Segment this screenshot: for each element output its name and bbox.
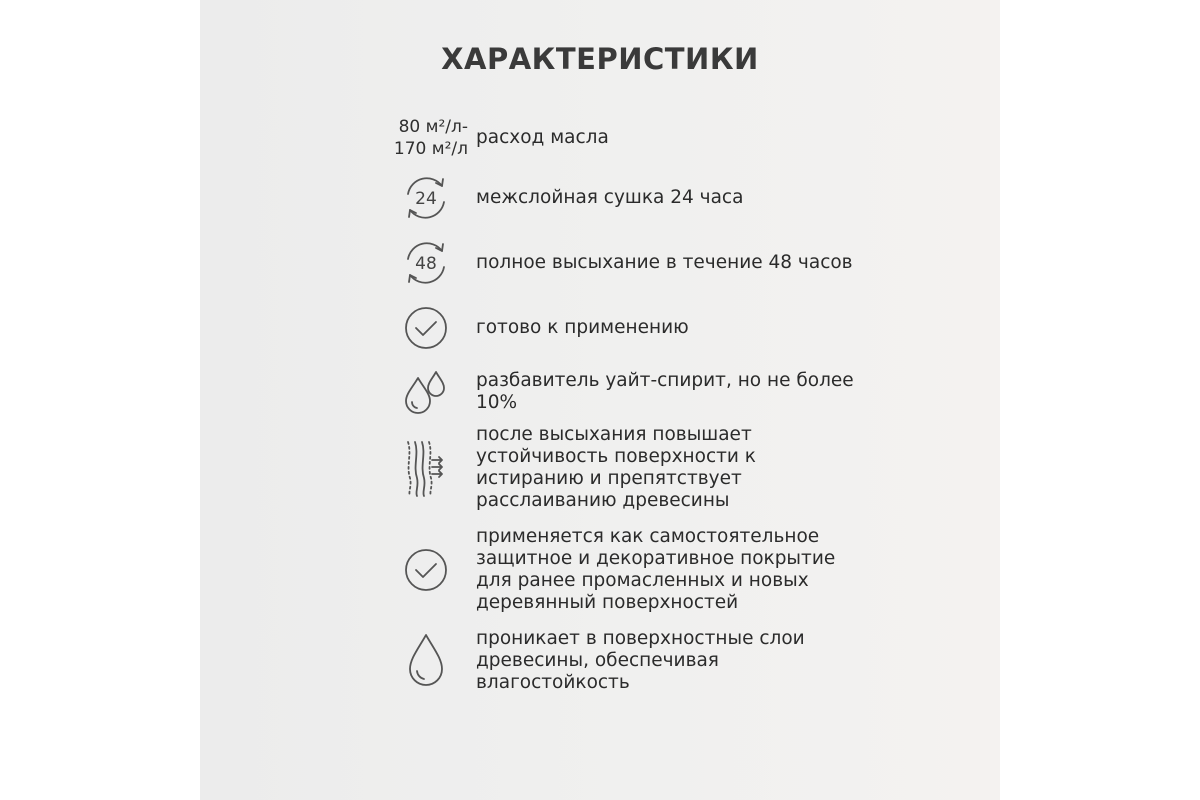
- spec-row-ready: [380, 304, 900, 352]
- text-line: после высыхания повышает: [476, 424, 752, 445]
- icon-number: 48: [415, 254, 437, 274]
- spec-row-full-drying: [380, 239, 900, 287]
- cycle-48-icon: [380, 239, 472, 287]
- cycle-24-icon: [380, 174, 472, 222]
- rate-line: 80 м²/л-: [398, 117, 468, 137]
- icon-number: 24: [415, 189, 437, 209]
- spec-row-moisture-resistance: [380, 628, 900, 694]
- text-line: проникает в поверхностные слои: [476, 628, 805, 649]
- spec-text: расход масла: [476, 127, 609, 148]
- spec-row-interlayer-drying: [380, 174, 900, 222]
- text-line: влагостойкость: [476, 672, 630, 693]
- text-line: устойчивость поверхности к: [476, 446, 756, 467]
- rate-line: 170 м²/л: [393, 139, 468, 159]
- spec-text: [476, 370, 854, 414]
- spec-row-standalone-coating: [380, 526, 900, 614]
- characteristics-card: [200, 0, 1000, 800]
- text-line: расслаиванию древесины: [476, 490, 730, 511]
- droplets-icon: [380, 366, 472, 418]
- spec-row-wear-resistance: [380, 424, 900, 512]
- text-line: защитное и декоративное покрытие: [476, 548, 836, 569]
- text-line: применяется как самостоятельное: [476, 526, 820, 547]
- spec-text: [476, 526, 835, 614]
- consumption-rate: [380, 116, 472, 160]
- text-line: 10%: [476, 392, 518, 413]
- spec-text: [476, 424, 756, 512]
- check-circle-icon: [380, 304, 472, 352]
- check-circle-icon: [380, 546, 472, 594]
- spec-text: полное высыхание в течение 48 часов: [476, 252, 853, 273]
- text-line: для ранее промасленных и новых: [476, 570, 809, 591]
- spec-text: межслойная сушка 24 часа: [476, 187, 744, 208]
- text-line: деревянный поверхностей: [476, 592, 739, 613]
- text-line: истиранию и препятствует: [476, 468, 742, 489]
- page-title: ХАРАКТЕРИСТИКИ: [441, 42, 759, 76]
- spec-text: [476, 628, 805, 694]
- text-line: разбавитель уайт-спирит, но не более: [476, 370, 854, 391]
- spec-row-thinner: [380, 366, 900, 418]
- spec-text: готово к применению: [476, 317, 689, 338]
- droplet-icon: [380, 631, 472, 691]
- text-line: древесины, обеспечивая: [476, 650, 719, 671]
- wood-fibers-icon: [380, 438, 472, 498]
- spec-row-consumption: [380, 116, 900, 160]
